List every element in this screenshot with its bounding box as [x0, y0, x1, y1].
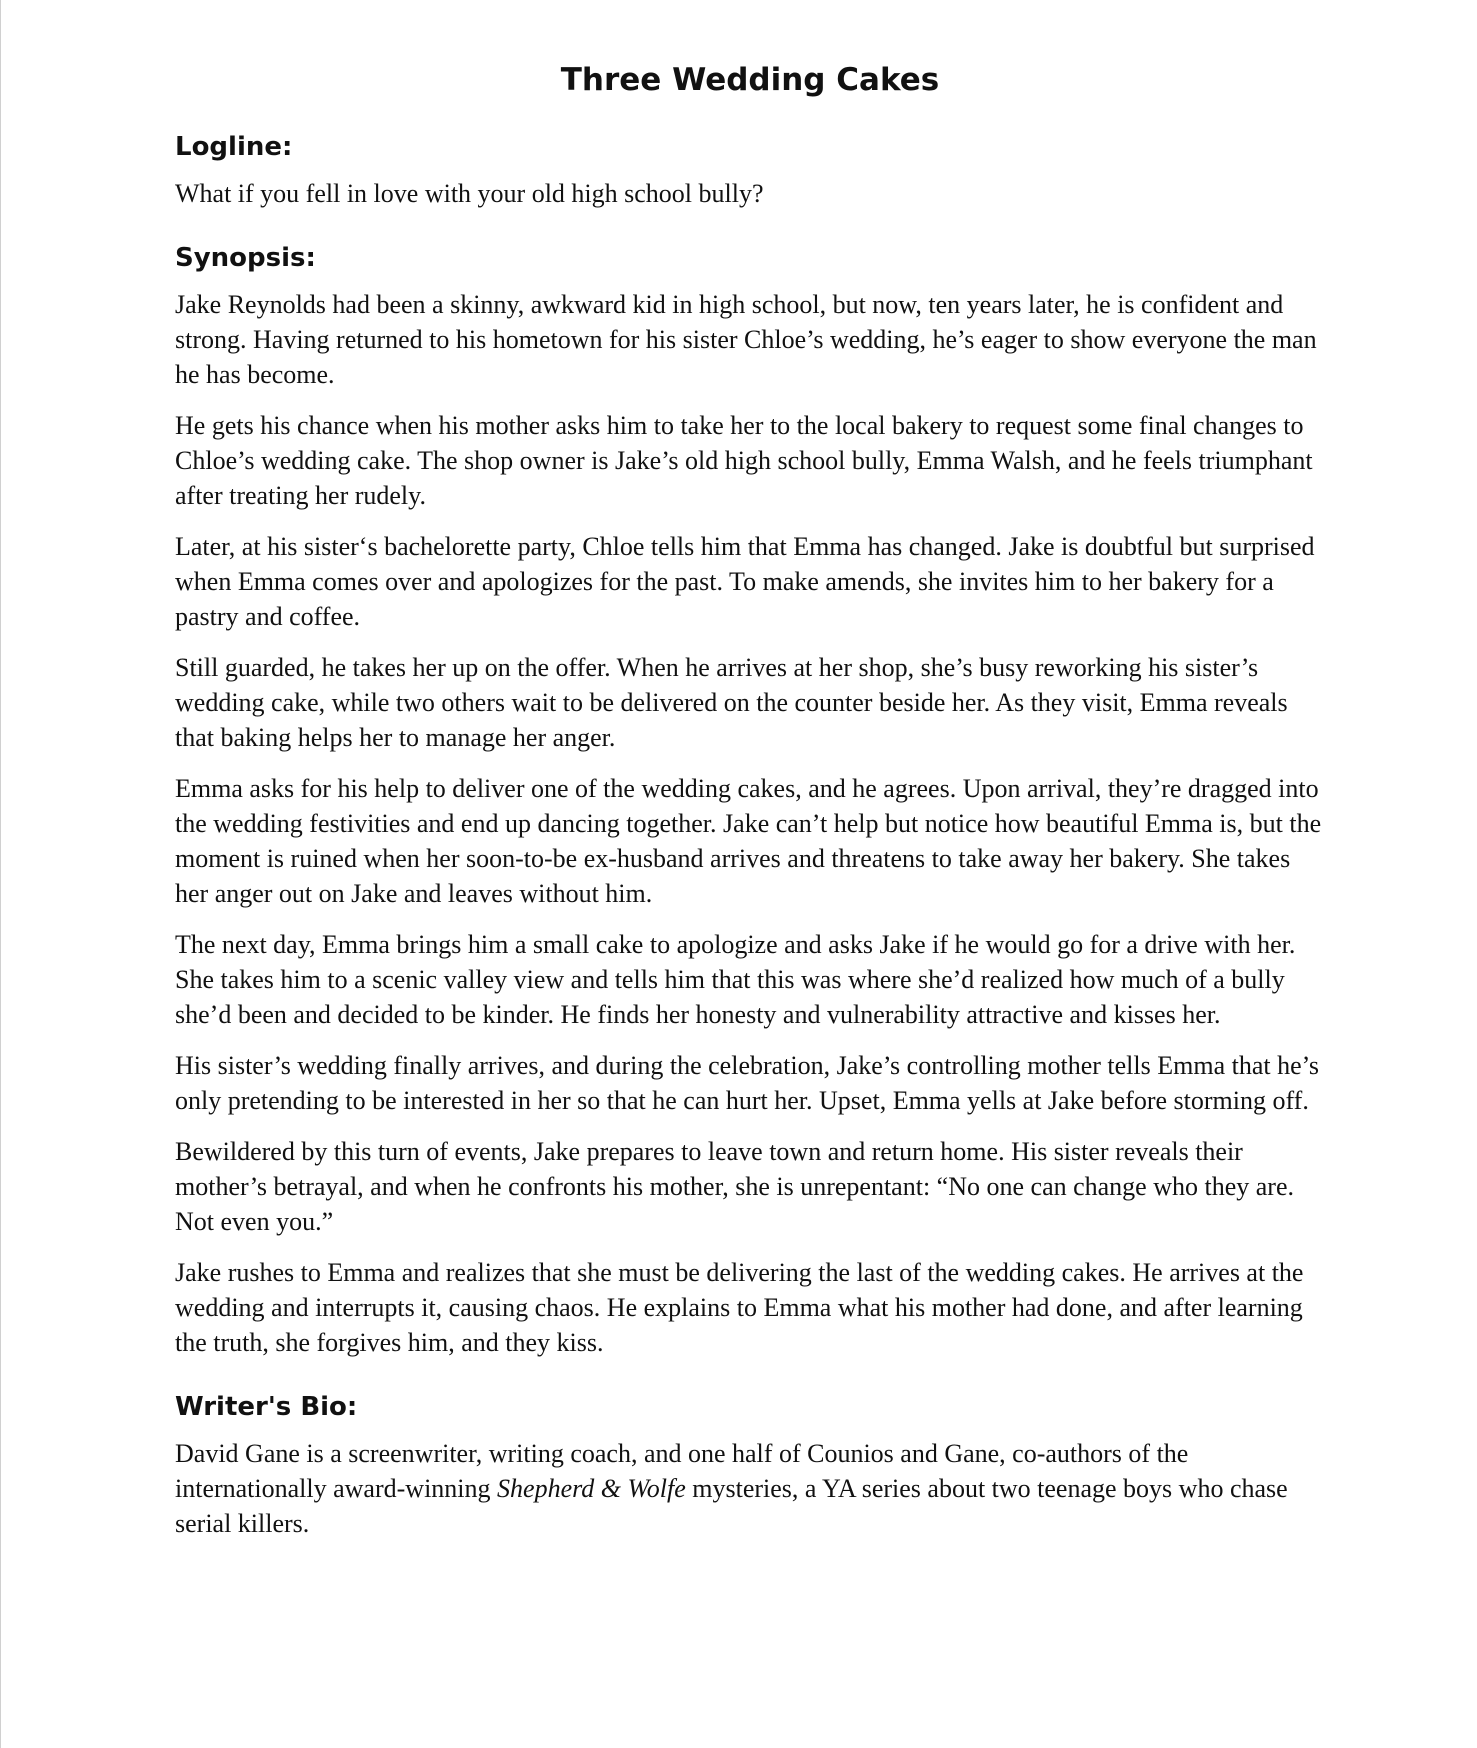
bio-text: [175, 1436, 1325, 1541]
synopsis-paragraph: He gets his chance when his mother asks him to take her to the local bakery to request some final changes to Chloe’s wedding cake. The shop owner is Jake’s old high school bully, Emma Walsh, and he feels triumphant after treating her rudely.: [175, 411, 1313, 510]
synopsis-paragraph: Later, at his sister‘s bachelorette party, Chloe tells him that Emma has changed. Jake is doubtful but surprised when Emma comes over and apologizes for the past. To make amends, she invites him to her bakery for a pastry and coffee.: [175, 532, 1315, 631]
synopsis-paragraph: Still guarded, he takes her up on the offer. When he arrives at her shop, she’s busy reworking his sister’s wedding cake, while two others wait to be delivered on the counter beside her. As they visit, Emma reveals that baking helps her to manage her anger.: [175, 653, 1288, 752]
synopsis-paragraph: The next day, Emma brings him a small cake to apologize and asks Jake if he would go for a drive with her. She takes him to a scenic valley view and tells him that this was where she’d realized how much of a bully she’d been and decided to be kinder. He finds her honesty and vulnerability attractive and kisses her.: [175, 930, 1296, 1029]
synopsis-paragraph: Jake rushes to Emma and realizes that she must be delivering the last of the wedding cakes. He arrives at the wedding and interrupts it, causing chaos. He explains to Emma what his mother had done, and after learning the truth, she forgives him, and they kiss.: [175, 1258, 1304, 1357]
synopsis-paragraph: Emma asks for his help to deliver one of the wedding cakes, and he agrees. Upon arrival, they’re dragged into the wedding festivities and end up dancing together. Jake can’t help but notice how beautiful Emma is, but the moment is ruined when her soon-to-be ex-husband arrives and threatens to take away her bakery. She takes her anger out on Jake and leaves without him.: [175, 774, 1322, 908]
synopsis-heading: Synopsis:: [175, 243, 316, 273]
synopsis-paragraph: Jake Reynolds had been a skinny, awkward kid in high school, but now, ten years later, he is confident and strong. Having returned to his hometown for his sister Chloe’s wedding, he’s eager to show everyone the man he has become.: [175, 290, 1317, 389]
logline-heading: Logline:: [175, 132, 293, 162]
bio-text-start: David Gane is a screenwriter, writing coach, and one half of Counios and Gane, co-authors of the internationally award-winning: [175, 1439, 1189, 1503]
synopsis-paragraph: His sister’s wedding finally arrives, and during the celebration, Jake’s controlling mother tells Emma that he’s only pretending to be interested in her so that he can hurt her. Upset, Emma yells at Jake before storming off.: [175, 1051, 1319, 1115]
bio-section: [175, 1392, 1325, 1541]
book-series-title: Shepherd & Wolfe: [497, 1474, 686, 1503]
document-title: Three Wedding Cakes: [560, 62, 940, 98]
logline-text: What if you fell in love with your old high school bully?: [175, 179, 764, 208]
bio-heading: Writer's Bio:: [175, 1392, 358, 1422]
logline-section: [175, 132, 1325, 211]
synopsis-paragraph: Bewildered by this turn of events, Jake prepares to leave town and return home. His sister reveals their mother’s betrayal, and when he confronts his mother, she is unrepentant: “No one can change who they are. Not even you.”: [175, 1137, 1295, 1236]
page-edge: [0, 0, 1, 1748]
bio-text-end: mysteries, a YA series about two teenage boys who chase serial killers.: [175, 1474, 1288, 1538]
synopsis-section: [175, 243, 1325, 1360]
document-page: [175, 62, 1325, 1573]
